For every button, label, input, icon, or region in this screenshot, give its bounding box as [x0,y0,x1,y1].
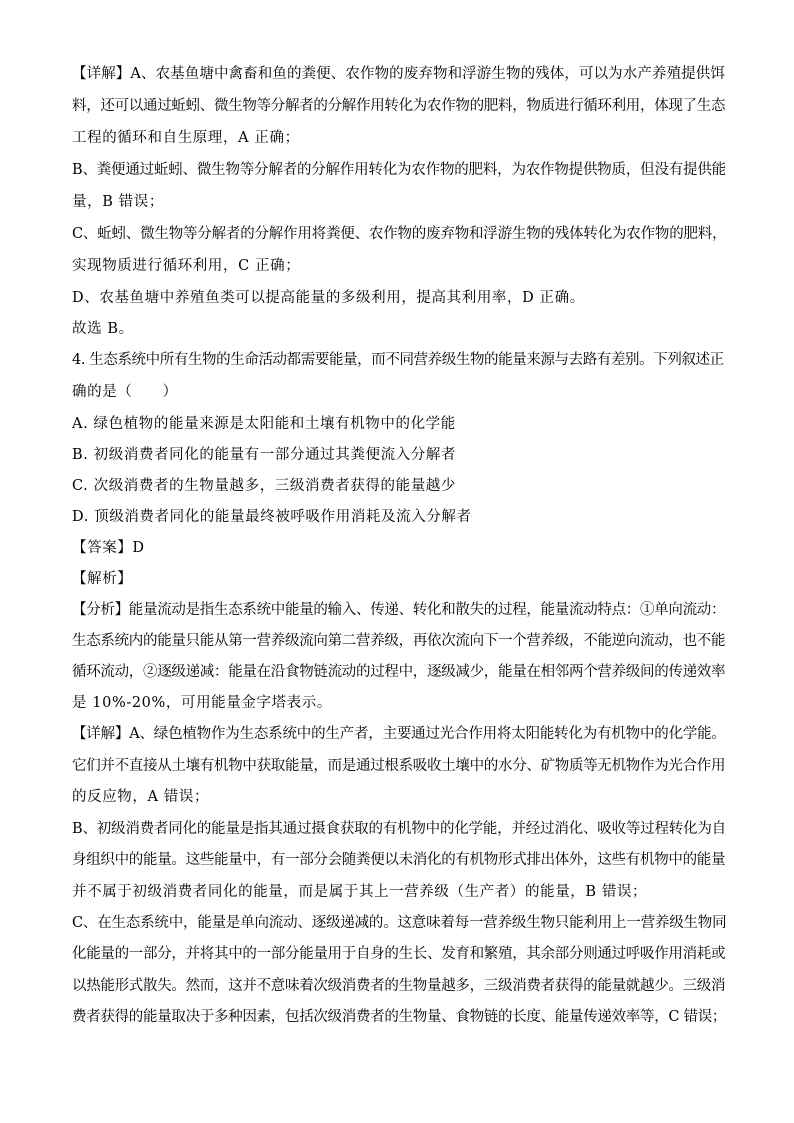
text-line: 循环流动，②逐级递减：能量在沿食物链流动的过程中，逐级减少，能量在相邻两个营养级间的传递效率 [72,664,726,680]
text-line: 它们并不直接从土壤有机物中获取能量，而是通过根系吸收土壤中的水分、矿物质等无机物作为光合作用 [72,758,726,774]
answer-label: 【答案】D [72,540,145,556]
text-line: B、粪便通过蚯蚓、微生物等分解者的分解作用转化为农作物的肥料，为农作物提供物质，但没有提供能 [72,162,726,178]
text-line: 并不属于初级消费者同化的能量，而是属于其上一营养级（生产者）的能量，B 错误； [72,884,648,900]
option-a: A. 绿色植物的能量来源是太阳能和土壤有机物中的化学能 [72,416,456,432]
question-stem: 4. 生态系统中所有生物的生命活动都需要能量，而不同营养级生物的能量来源与去路有差别。下列叙述正 [72,352,724,368]
text-line: 量，B 错误； [72,194,164,210]
text-line: 【详解】A、农基鱼塘中禽畜和鱼的粪便、农作物的废弃物和浮游生物的残体，可以为水产养殖提供饵 [72,66,725,82]
text-line: 的反应物，A 错误； [72,789,210,805]
text-line: 【详解】A、绿色植物作为生态系统中的生产者，主要通过光合作用将太阳能转化为有机物中的化学能。 [72,726,726,742]
text-line: B、初级消费者同化的能量是指其通过摄食获取的有机物中的化学能，并经过消化、吸收等过程转化为自 [72,821,726,837]
analysis-heading: 【解析】 [72,571,133,587]
text-line: 化能量的一部分，并将其中的一部分能量用于自身的生长、发育和繁殖，其余部分则通过呼吸作用消耗或 [72,946,726,962]
text-line: 身组织中的能量。这些能量中，有一部分会随粪便以未消化的有机物形式排出体外，这些有机物中的能量 [72,852,726,868]
text-line: 料，还可以通过蚯蚓、微生物等分解者的分解作用转化为农作物的肥料，物质进行循环利用，体现了生态 [72,98,726,114]
text-line: 费者获得的能量取决于多种因素，包括次级消费者的生物量、食物链的长度、能量传递效率等，C 错误； [72,1009,727,1025]
text-line: 以热能形式散失。然而，这并不意味着次级消费者的生物量越多，三级消费者获得的能量就越少。三级消 [72,978,726,994]
option-b: B. 初级消费者同化的能量有一部分通过其粪便流入分解者 [72,447,457,463]
text-line: 【分析】能量流动是指生态系统中能量的输入、传递、转化和散失的过程，能量流动特点：①单向流动： [72,602,726,618]
text-line: 工程的循环和自生原理，A 正确； [72,130,300,146]
option-c: C. 次级消费者的生物量越多，三级消费者获得的能量越少 [72,478,456,494]
option-d: D. 顶级消费者同化的能量最终被呼吸作用消耗及流入分解者 [72,509,472,525]
question-stem: 确的是（ ） [72,384,178,400]
text-line: C、蚯蚓、微生物等分解者的分解作用将粪便、农作物的废弃物和浮游生物的残体转化为农作物的肥料， [72,226,727,242]
text-line: 是 10%-20%，可用能量金字塔表示。 [72,695,332,711]
text-line: 生态系统内的能量只能从第一营养级流向第二营养级，再依次流向下一个营养级，不能逆向流动，也不能 [72,633,726,649]
text-line: 实现物质进行循环利用，C 正确； [72,258,301,274]
text-line: 故选 B。 [72,321,134,337]
text-line: D、农基鱼塘中养殖鱼类可以提高能量的多级利用，提高其利用率，D 正确。 [72,290,585,306]
text-line: C、在生态系统中，能量是单向流动、逐级递减的。这意味着每一营养级生物只能利用上一营养级生物同 [72,915,727,931]
